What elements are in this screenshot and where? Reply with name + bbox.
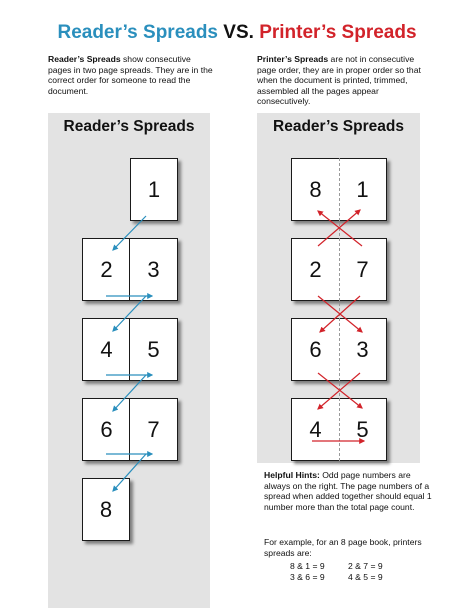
printer-spread-1-left: 8: [309, 176, 322, 202]
reader-page-5: 5: [147, 336, 160, 362]
printers-spreads-description: [257, 54, 425, 107]
reader-spread-2-3-spine: [129, 238, 130, 301]
sum-4-5: 4 & 5 = 9: [348, 572, 383, 582]
title-printers-spreads: Printer’s Spreads: [259, 22, 417, 43]
printer-spread-1-right: 1: [356, 176, 369, 202]
helpful-hints-text: Odd page numbers are always on the right. The page numbers of a spread when added together should equal 1 number more than the total page count.: [264, 470, 432, 512]
reader-spread-6-7: [82, 398, 178, 461]
printer-spread-2-right: 7: [356, 256, 369, 282]
readers-spreads-description: [48, 54, 216, 96]
sum-8-1: 8 & 1 = 9: [290, 561, 325, 571]
right-panel-title: Reader’s Spreads: [273, 118, 404, 135]
title-vs: VS.: [223, 22, 254, 43]
helpful-hints-label: Helpful Hints:: [264, 470, 320, 480]
readers-spreads-definition: show consecutive pages in two page spreads. They are in the correct order for someone to read the document.: [48, 54, 213, 96]
printer-spread-4-left: 4: [309, 416, 322, 442]
left-panel-title: Reader’s Spreads: [63, 118, 195, 135]
sum-2-7: 2 & 7 = 9: [348, 561, 383, 571]
printers-spreads-term: Printer’s Spreads: [257, 54, 329, 64]
page-title: [0, 22, 474, 44]
reader-page-6: 6: [100, 416, 113, 442]
reader-page-7: 7: [147, 416, 160, 442]
title-readers-spreads: Reader’s Spreads: [57, 22, 218, 43]
reader-page-1: 1: [130, 158, 178, 221]
printer-spine-fold-line: [339, 158, 340, 461]
reader-spread-4-5: [82, 318, 178, 381]
example-text: For example, for an 8 page book, printers spreads are:: [264, 537, 422, 558]
reader-page-3: 3: [147, 256, 160, 282]
sum-3-6: 3 & 6 = 9: [290, 572, 325, 582]
readers-spreads-term: Reader’s Spreads: [48, 54, 121, 64]
printer-spread-4-right: 5: [356, 416, 369, 442]
printer-spread-3-left: 6: [309, 336, 322, 362]
reader-spread-6-7-spine: [129, 398, 130, 461]
reader-page-2: 2: [100, 256, 113, 282]
reader-page-8: 8: [82, 478, 130, 541]
printer-spread-3-right: 3: [356, 336, 369, 362]
printer-spread-2-left: 2: [309, 256, 322, 282]
printers-spreads-definition: are not in consecutive page order, they are in proper order so that when the document is printed, trimmed, assembled all the pages appear consecutively.: [257, 54, 421, 107]
reader-spread-2-3: [82, 238, 178, 301]
reader-page-4: 4: [100, 336, 113, 362]
reader-spread-4-5-spine: [129, 318, 130, 381]
helpful-hints: [264, 470, 434, 512]
